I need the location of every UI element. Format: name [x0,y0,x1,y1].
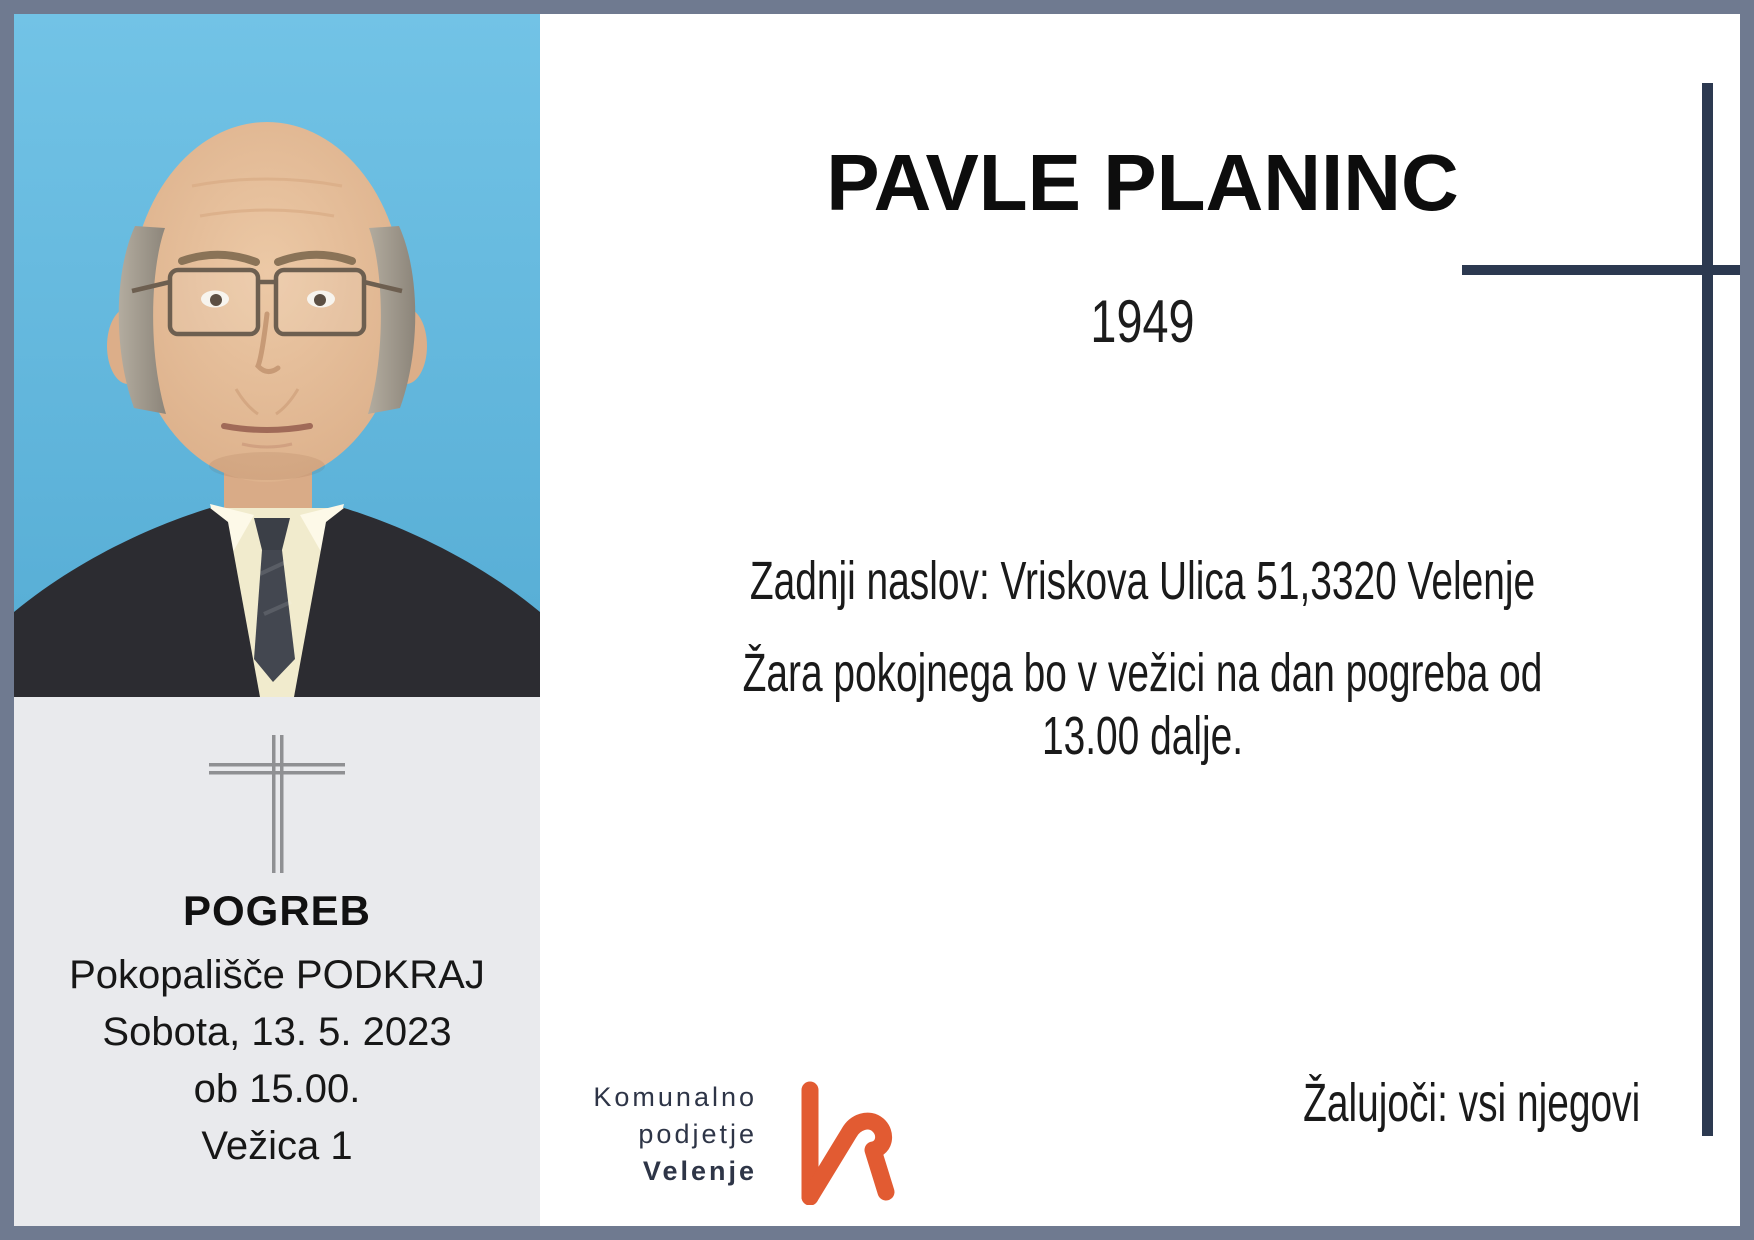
cross-motif-vertical-line [1702,83,1713,1136]
cross-motif-horizontal-line [1462,265,1740,275]
man-portrait-illustration [14,14,540,697]
funeral-details [14,947,540,1175]
funeral-date: Sobota, 13. 5. 2023 [102,1010,452,1054]
birth-year [545,288,1740,355]
funeral-info-panel [14,697,540,1226]
address-line: Zadnji naslov: Vriskova Ulica 51,3320 Velenje [749,551,1536,611]
funeral-location: Pokopališče PODKRAJ [69,953,485,997]
deceased-name: PAVLE PLANINC [826,138,1459,227]
logo-text-line3: Velenje [642,1156,757,1186]
portrait-photo [14,14,540,697]
logo-text-line2: podjetje [638,1119,757,1149]
funeral-chapel: Vežica 1 [201,1124,353,1168]
logo-text-line1: Komunalno [593,1082,757,1112]
company-logo-text [593,1079,757,1190]
urn-line-1: Žara pokojnega bo v vežici na dan pogreba od [742,643,1543,703]
card-frame [14,14,1740,1226]
urn-line-2: 13.00 dalje. [1041,706,1244,766]
k-logo-icon [793,1080,903,1205]
birth-year-text: 1949 [1090,288,1195,355]
urn-notice [545,642,1740,768]
funeral-time: ob 15.00. [193,1067,361,1111]
mourners-line: Žalujoči: vsi njegovi [1302,1073,1640,1133]
memorial-cross-icon [209,735,345,873]
funeral-heading: POGREB [182,887,372,934]
